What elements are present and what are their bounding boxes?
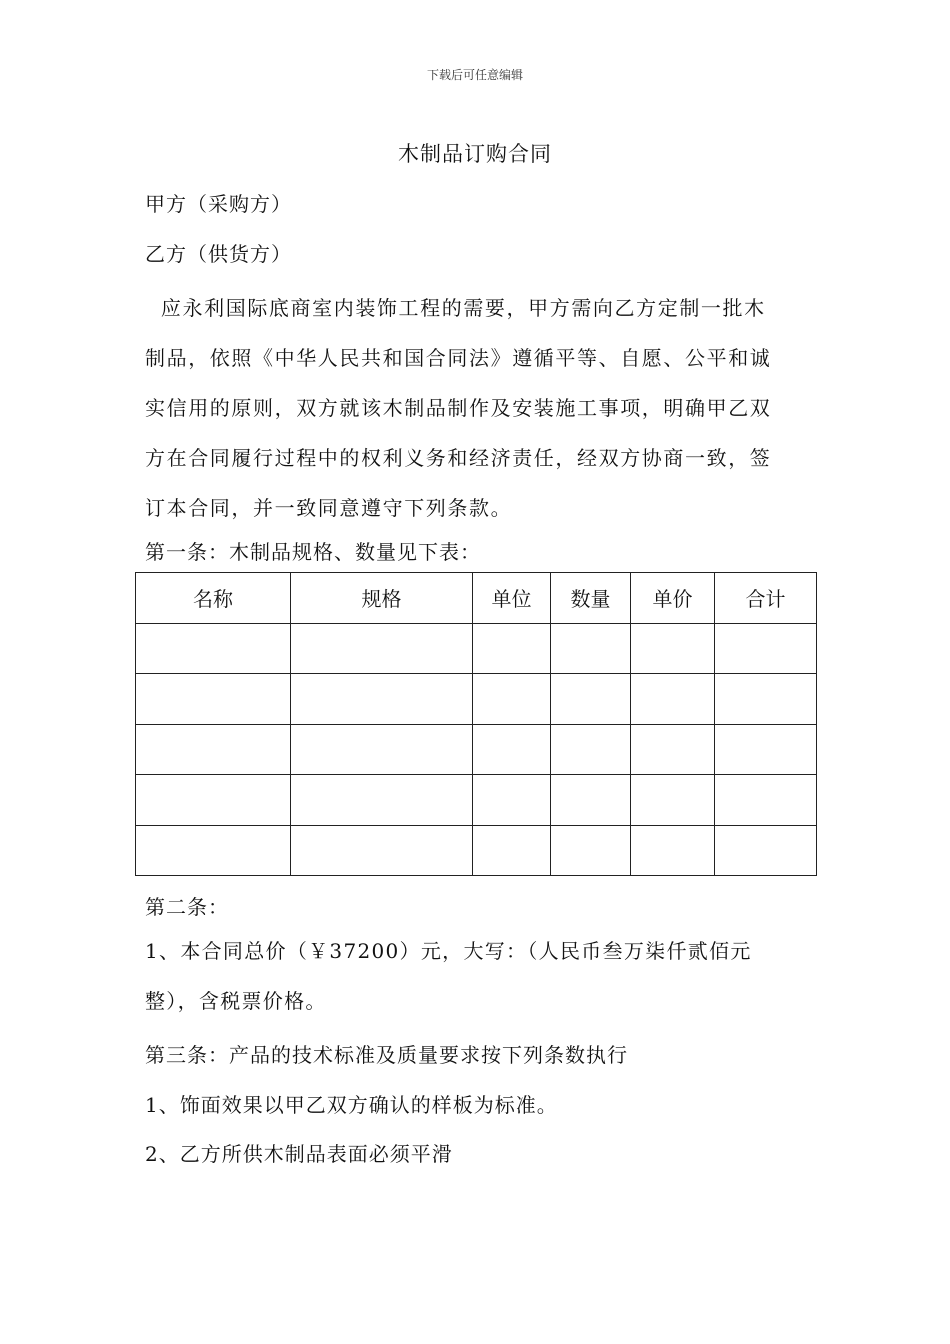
article-3-heading: 第三条：产品的技术标准及质量要求按下列条数执行 [145, 1043, 628, 1067]
table-row [136, 825, 817, 876]
price-line: 整），含税票价格。 [145, 989, 327, 1013]
table-cell [631, 724, 715, 775]
column-header-quantity: 数量 [551, 573, 631, 624]
document-title: 木制品订购合同 [398, 142, 552, 166]
table-cell [473, 674, 551, 725]
table-row [136, 623, 817, 674]
intro-line: 订本合同，并一致同意遵守下列条款。 [145, 496, 513, 520]
table-cell [631, 775, 715, 826]
table-cell [551, 825, 631, 876]
table-cell [551, 674, 631, 725]
table-cell [473, 775, 551, 826]
table-cell [473, 724, 551, 775]
table-row [136, 674, 817, 725]
table-cell [473, 623, 551, 674]
table-cell [473, 825, 551, 876]
column-header-spec: 规格 [291, 573, 473, 624]
table-cell [136, 775, 291, 826]
column-header-unit: 单位 [473, 573, 551, 624]
header-note: 下载后可任意编辑 [426, 68, 523, 82]
article-3-item: 1、饰面效果以甲乙双方确认的样板为标准。 [145, 1093, 558, 1117]
party-a-label: 甲方（采购方） [145, 192, 292, 216]
table-cell [715, 724, 817, 775]
table-cell [291, 674, 473, 725]
column-header-unit-price: 单价 [631, 573, 715, 624]
intro-line: 制品，依照《中华人民共和国合同法》遵循平等、自愿、公平和诚 [145, 346, 772, 370]
table-cell [551, 724, 631, 775]
table-cell [715, 674, 817, 725]
article-2-heading: 第二条： [145, 895, 229, 919]
table-cell [136, 674, 291, 725]
table-cell [291, 825, 473, 876]
column-header-name: 名称 [136, 573, 291, 624]
table-cell [631, 674, 715, 725]
table-cell [136, 825, 291, 876]
product-spec-table [135, 572, 817, 876]
table-cell [291, 623, 473, 674]
table-cell [136, 623, 291, 674]
party-b-label: 乙方（供货方） [145, 242, 292, 266]
table-row [136, 724, 817, 775]
table-cell [551, 623, 631, 674]
article-2-body [145, 926, 807, 1026]
table-cell [715, 623, 817, 674]
table-cell [715, 825, 817, 876]
price-line: 1、本合同总价（￥37200）元，大写：（人民币叁万柒仟贰佰元 [145, 939, 752, 963]
table-cell [631, 623, 715, 674]
article-3-item: 2、乙方所供木制品表面必须平滑 [145, 1142, 453, 1166]
table-cell [136, 724, 291, 775]
table-cell [631, 825, 715, 876]
table-row [136, 775, 817, 826]
table-cell [291, 724, 473, 775]
article-1-heading: 第一条：木制品规格、数量见下表： [145, 540, 481, 564]
table-header-row [136, 573, 817, 624]
intro-line: 应永利国际底商室内装饰工程的需要，甲方需向乙方定制一批木 [145, 296, 766, 320]
table-cell [291, 775, 473, 826]
intro-line: 方在合同履行过程中的权利义务和经济责任，经双方协商一致，签 [145, 446, 772, 470]
column-header-total: 合计 [715, 573, 817, 624]
table-cell [715, 775, 817, 826]
table-cell [551, 775, 631, 826]
intro-line: 实信用的原则，双方就该木制品制作及安装施工事项，明确甲乙双 [145, 396, 772, 420]
intro-paragraph [145, 283, 807, 533]
